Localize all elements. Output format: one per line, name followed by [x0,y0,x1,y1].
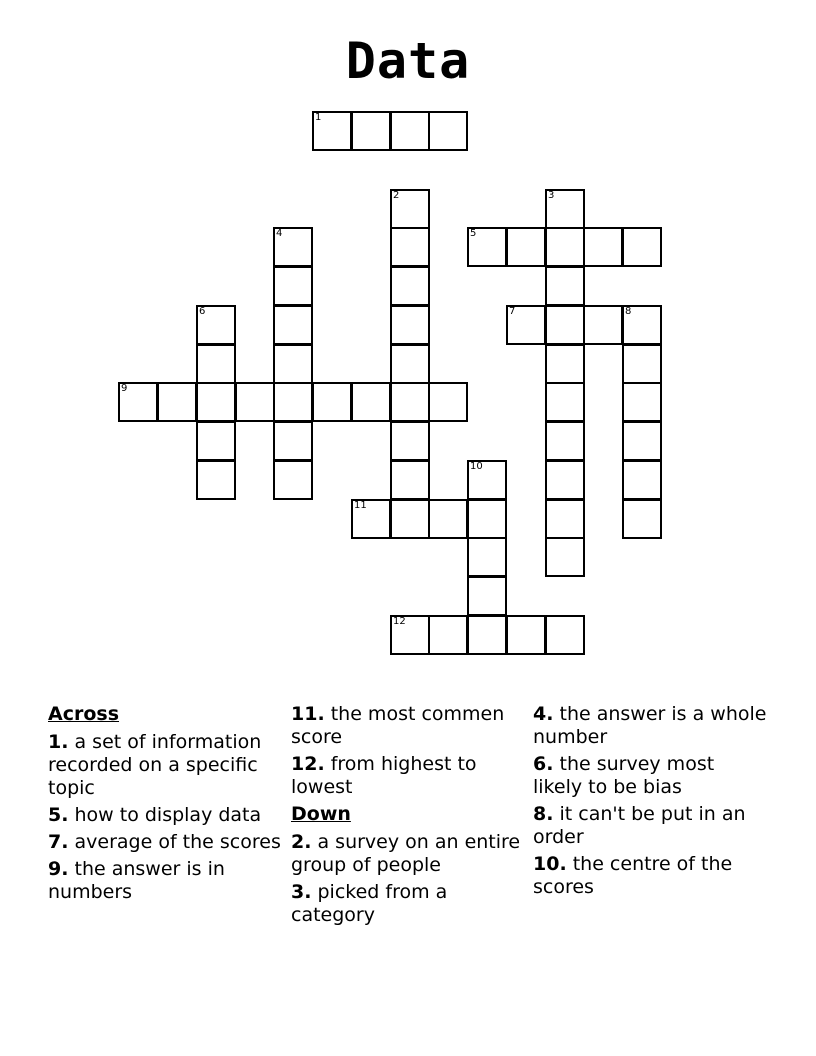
clue-number: 2 [393,190,400,201]
grid-cell[interactable] [196,344,236,384]
grid-cell[interactable] [235,382,275,422]
clue-number: 4 [276,228,283,239]
grid-cell[interactable] [545,344,585,384]
grid-cell[interactable] [506,305,546,345]
grid-cell[interactable] [467,576,507,616]
clue-down-6: 6. the survey most likely to be bias [533,753,715,798]
across-heading: Across [48,703,120,725]
grid-cell[interactable] [351,382,391,422]
grid-cell[interactable] [583,227,623,267]
grid-cell[interactable] [545,227,585,267]
grid-cell[interactable] [196,305,236,345]
grid-cell[interactable] [545,499,585,539]
clues-column-2 [291,703,526,931]
grid-cell[interactable] [506,227,546,267]
clue-down-4: 4. the answer is a whole number [533,703,767,748]
grid-cell[interactable] [273,421,313,461]
grid-cell[interactable] [622,460,662,500]
grid-cell[interactable] [157,382,197,422]
clue-across-5: 5. how to display data [48,804,262,826]
grid-cell[interactable] [545,382,585,422]
grid-cell[interactable] [273,460,313,500]
clue-number: 6 [199,306,206,317]
grid-cell[interactable] [622,227,662,267]
grid-cell[interactable] [545,460,585,500]
grid-cell[interactable] [390,460,430,500]
clue-down-8: 8. it can't be put in an order [533,803,746,848]
clue-number: 11 [354,500,367,511]
grid-cell[interactable] [428,615,468,655]
grid-cell[interactable] [390,344,430,384]
grid-cell[interactable] [390,189,430,229]
grid-cell[interactable] [622,382,662,422]
grid-cell[interactable] [545,266,585,306]
grid-cell[interactable] [118,382,158,422]
grid-cell[interactable] [506,615,546,655]
clue-number: 7 [509,306,516,317]
grid-cell[interactable] [273,305,313,345]
puzzle-title: Data [345,32,471,90]
grid-cell[interactable] [273,227,313,267]
clues-column-1 [48,703,283,908]
grid-cell[interactable] [390,111,430,151]
grid-cell[interactable] [467,460,507,500]
clues-column-3 [533,703,768,903]
grid-cell[interactable] [196,460,236,500]
grid-cell[interactable] [622,344,662,384]
down-heading: Down [291,803,351,825]
grid-cell[interactable] [273,344,313,384]
grid-cell[interactable] [545,537,585,577]
clue-down-2: 2. a survey on an entire group of people [291,831,521,876]
grid-cell[interactable] [273,266,313,306]
grid-cell[interactable] [390,227,430,267]
grid-cell[interactable] [390,615,430,655]
grid-cell[interactable] [467,227,507,267]
grid-cell[interactable] [390,266,430,306]
grid-cell[interactable] [545,615,585,655]
clue-down-3: 3. picked from a category [291,881,448,926]
grid-cell[interactable] [583,305,623,345]
grid-cell[interactable] [622,305,662,345]
clue-number: 5 [470,228,477,239]
grid-cell[interactable] [196,382,236,422]
grid-cell[interactable] [351,499,391,539]
grid-cell[interactable] [467,499,507,539]
clue-number: 1 [315,112,322,123]
clue-across-7: 7. average of the scores [48,831,281,853]
clue-across-11: 11. the most commen score [291,703,505,748]
grid-cell[interactable] [196,421,236,461]
grid-cell[interactable] [428,499,468,539]
grid-cell[interactable] [390,499,430,539]
grid-cell[interactable] [545,189,585,229]
clue-across-9: 9. the answer is in numbers [48,858,225,903]
clue-number: 9 [121,383,128,394]
grid-cell[interactable] [545,305,585,345]
grid-cell[interactable] [428,382,468,422]
clue-across-1: 1. a set of information recorded on a specific topic [48,731,262,799]
grid-cell[interactable] [467,537,507,577]
clue-number: 10 [470,461,483,472]
grid-cell[interactable] [390,382,430,422]
grid-cell[interactable] [312,382,352,422]
clue-down-10: 10. the centre of the scores [533,853,733,898]
grid-cell[interactable] [312,111,352,151]
clue-number: 3 [548,190,555,201]
grid-cell[interactable] [273,382,313,422]
grid-cell[interactable] [351,111,391,151]
grid-cell[interactable] [622,499,662,539]
grid-cell[interactable] [545,421,585,461]
clue-number: 12 [393,616,406,627]
clue-across-12: 12. from highest to lowest [291,753,477,798]
grid-cell[interactable] [390,305,430,345]
grid-cell[interactable] [622,421,662,461]
grid-cell[interactable] [467,615,507,655]
grid-cell[interactable] [390,421,430,461]
clue-number: 8 [625,306,632,317]
grid-cell[interactable] [428,111,468,151]
